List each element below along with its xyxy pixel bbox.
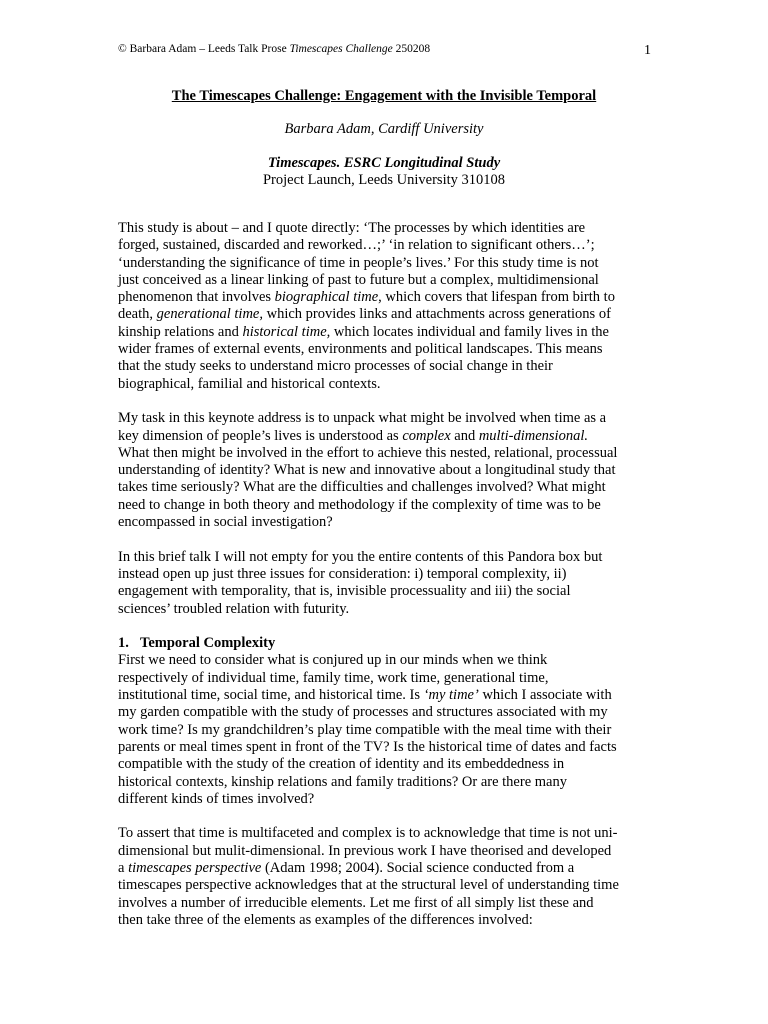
emphasis-complex: complex	[402, 427, 451, 444]
running-header	[118, 42, 430, 56]
emphasis-historical-time: historical time,	[242, 323, 331, 340]
text-line: compatible with the study of the creation of identity and its embeddedness in	[118, 756, 565, 773]
text-run: which locates individual and family lives in the	[330, 323, 609, 340]
text-line: timescapes perspective acknowledges that at the structural level of understanding time	[118, 877, 619, 894]
text-line: dimensional but mulit-dimensional. In previous work I have theorised and developed	[118, 842, 612, 859]
paragraph-2	[118, 410, 658, 531]
text-line: This study is about – and I quote directly: ‘The processes by which identities are	[118, 220, 586, 236]
section-temporal-complexity	[118, 635, 658, 808]
text-line: different kinds of times involved?	[118, 790, 315, 807]
text-line: First we need to consider what is conjured up in our minds when we think	[118, 652, 548, 669]
text-line	[118, 687, 658, 704]
paragraph-1	[118, 220, 658, 393]
text-line: my garden compatible with the study of processes and structures associated with my	[118, 704, 608, 721]
running-head-italic: Timescapes Challenge	[289, 43, 393, 55]
text-line: sciences’ troubled relation with futurity.	[118, 600, 350, 617]
emphasis-my-time: ‘my time’	[423, 687, 479, 704]
text-line: encompassed in social investigation?	[118, 514, 333, 531]
text-line: engagement with temporality, that is, invisible processuality and iii) the social	[118, 583, 571, 600]
emphasis-timescapes-perspective: timescapes perspective	[128, 859, 262, 876]
text-line: just conceived as a linear linking of past to future but a complex, multidimensional	[118, 271, 599, 288]
text-line: takes time seriously? What are the difficulties and challenges involved? What might	[118, 479, 606, 496]
text-line: involves a number of irreducible elements. Let me first of all simply list these and	[118, 894, 594, 911]
text-line	[118, 289, 658, 306]
text-line: historical contexts, kinship relations and family traditions? Or are there many	[118, 773, 567, 790]
text-run: kinship relations and	[118, 323, 243, 340]
text-run: institutional time, social time, and historical time. Is	[118, 687, 424, 704]
study-name: Timescapes. ESRC Longitudinal Study	[267, 155, 501, 171]
text-line: In this brief talk I will not empty for you the entire contents of this Pandora box but	[118, 548, 603, 565]
running-head-date: 250208	[392, 43, 431, 55]
text-run: and	[450, 427, 479, 444]
text-run: which provides links and attachments across generations of	[262, 306, 611, 323]
text-run: a	[118, 859, 129, 876]
text-line	[118, 306, 658, 323]
text-line: What then might be involved in the effort to achieve this nested, relational, processual	[118, 444, 618, 461]
emphasis-multi-dimensional: multi-dimensional.	[478, 427, 588, 444]
paragraph-3	[118, 549, 658, 618]
author-line: Barbara Adam, Cardiff University	[284, 121, 484, 137]
document-title: The Timescapes Challenge: Engagement with the Invisible Temporal	[171, 88, 597, 104]
text-line: My task in this keynote address is to unpack what might be involved when time as a	[118, 410, 607, 427]
text-line	[118, 324, 658, 341]
text-line: ‘understanding the significance of time in people’s lives.’ For this study time is not	[118, 254, 599, 271]
text-run: , which covers that lifespan from birth to	[378, 289, 615, 306]
section-number: 1.	[118, 635, 129, 652]
text-run: phenomenon that involves	[118, 289, 275, 306]
text-line: respectively of individual time, family time, work time, generational time,	[118, 669, 549, 686]
running-head-text: © Barbara Adam – Leeds Talk Prose	[118, 43, 290, 55]
page-number: 1	[644, 43, 651, 58]
text-line: that the study seeks to understand micro processes of social change in their	[118, 358, 553, 375]
emphasis-generational-time: generational time,	[156, 306, 263, 323]
launch-line: Project Launch, Leeds University 310108	[262, 172, 505, 188]
text-line	[118, 428, 658, 445]
text-line: forged, sustained, discarded and reworked…;’ ‘in relation to significant others…’;	[118, 237, 595, 254]
text-line: understanding of identity? What is new and innovative about a longitudinal study that	[118, 462, 616, 479]
text-line: instead open up just three issues for consideration: i) temporal complexity, ii)	[118, 565, 567, 582]
text-line: then take three of the elements as examples of the differences involved:	[118, 911, 533, 928]
text-line: To assert that time is multifaceted and complex is to acknowledge that time is not uni-	[118, 825, 618, 842]
text-line: biographical, familial and historical contexts.	[118, 375, 381, 392]
text-line: need to change in both theory and methodology if the complexity of time was to be	[118, 496, 601, 513]
text-line	[118, 860, 658, 877]
text-run: death,	[118, 306, 157, 323]
text-line: work time? Is my grandchildren’s play time compatible with the meal time with their	[118, 721, 612, 738]
emphasis-biographical-time: biographical time	[274, 289, 379, 306]
text-run: which I associate with	[478, 687, 612, 704]
section-heading	[118, 635, 658, 652]
text-line: parents or meal times spent in front of the TV? Is the historical time of dates and facts	[118, 738, 617, 755]
body-text	[118, 220, 658, 929]
text-line: wider frames of external events, environments and political landscapes. This means	[118, 341, 603, 358]
text-run: key dimension of people’s lives is understood as	[118, 427, 403, 444]
section-title: Temporal Complexity	[140, 635, 276, 652]
paragraph-5	[118, 825, 658, 929]
text-run: (Adam 1998; 2004). Social science conducted from a	[261, 859, 575, 876]
